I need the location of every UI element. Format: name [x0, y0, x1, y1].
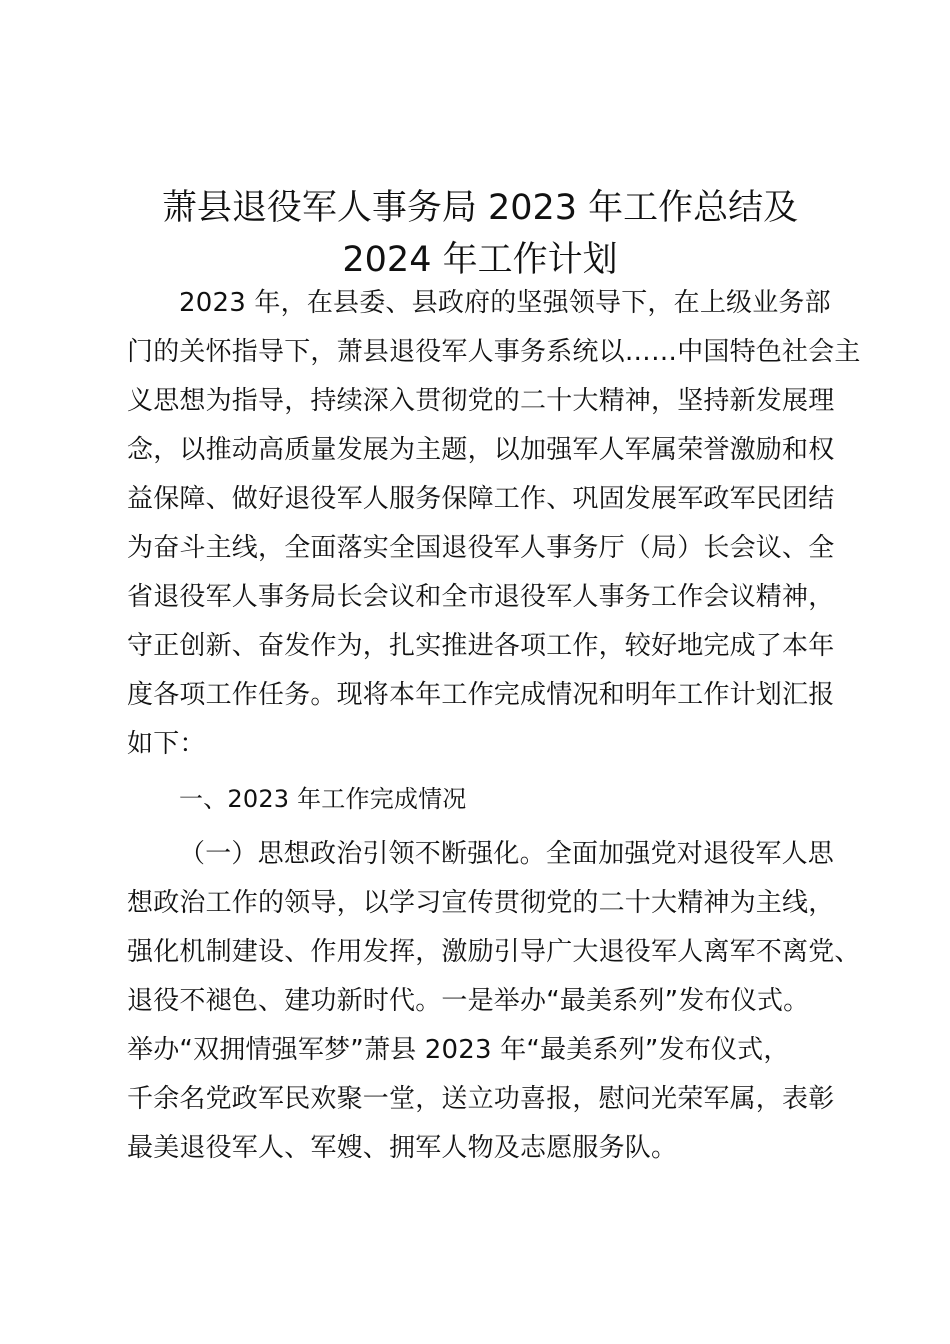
paragraph-line: 举办“双拥情强军梦”萧县 2023 年“最美系列”发布仪式， — [127, 1035, 790, 1065]
paragraph-line: 义思想为指导，持续深入贯彻党的二十大精神，坚持新发展理 — [127, 386, 835, 416]
paragraph-line: 度各项工作任务。现将本年工作完成情况和明年工作计划汇报 — [127, 680, 835, 710]
paragraph-line: 门的关怀指导下，萧县退役军人事务系统以……中国特色社会主 — [127, 337, 861, 367]
paragraph-line: 念，以推动高质量发展为主题，以加强军人军属荣誉激励和权 — [127, 435, 835, 465]
document-body — [127, 279, 861, 1173]
paragraph-line: 益保障、做好退役军人服务保障工作、巩固发展军政军民团结 — [127, 484, 835, 514]
paragraph-line: 省退役军人事务局长会议和全市退役军人事务工作会议精神， — [127, 582, 835, 612]
document-title — [100, 182, 860, 286]
section-heading-text: 一、2023 年工作完成情况 — [179, 785, 467, 813]
paragraph-line: 强化机制建设、作用发挥，激励引导广大退役军人离军不离党、 — [127, 937, 861, 967]
title-line-1: 萧县退役军人事务局 2023 年工作总结及 — [161, 188, 799, 228]
paragraph-line: 如下： — [127, 729, 206, 759]
paragraph-line: 为奋斗主线，全面落实全国退役军人事务厅（局）长会议、全 — [127, 533, 835, 563]
paragraph-line: 想政治工作的领导，以学习宣传贯彻党的二十大精神为主线， — [127, 888, 835, 918]
paragraph-line: 守正创新、奋发作为，扎实推进各项工作，较好地完成了本年 — [127, 631, 835, 661]
paragraph-line: 千余名党政军民欢聚一堂，送立功喜报，慰问光荣军属，表彰 — [127, 1084, 835, 1114]
title-line-2: 2024 年工作计划 — [342, 240, 618, 280]
paragraph-line: （一）思想政治引领不断强化。全面加强党对退役军人思 — [179, 839, 835, 869]
section-heading — [127, 775, 847, 824]
paragraph-line: 最美退役军人、军嫂、拥军人物及志愿服务队。 — [127, 1133, 678, 1163]
paragraph-line: 退役不褪色、建功新时代。一是举办“最美系列”发布仪式。 — [127, 986, 810, 1016]
paragraph-line: 2023 年，在县委、县政府的坚强领导下，在上级业务部 — [179, 288, 831, 318]
